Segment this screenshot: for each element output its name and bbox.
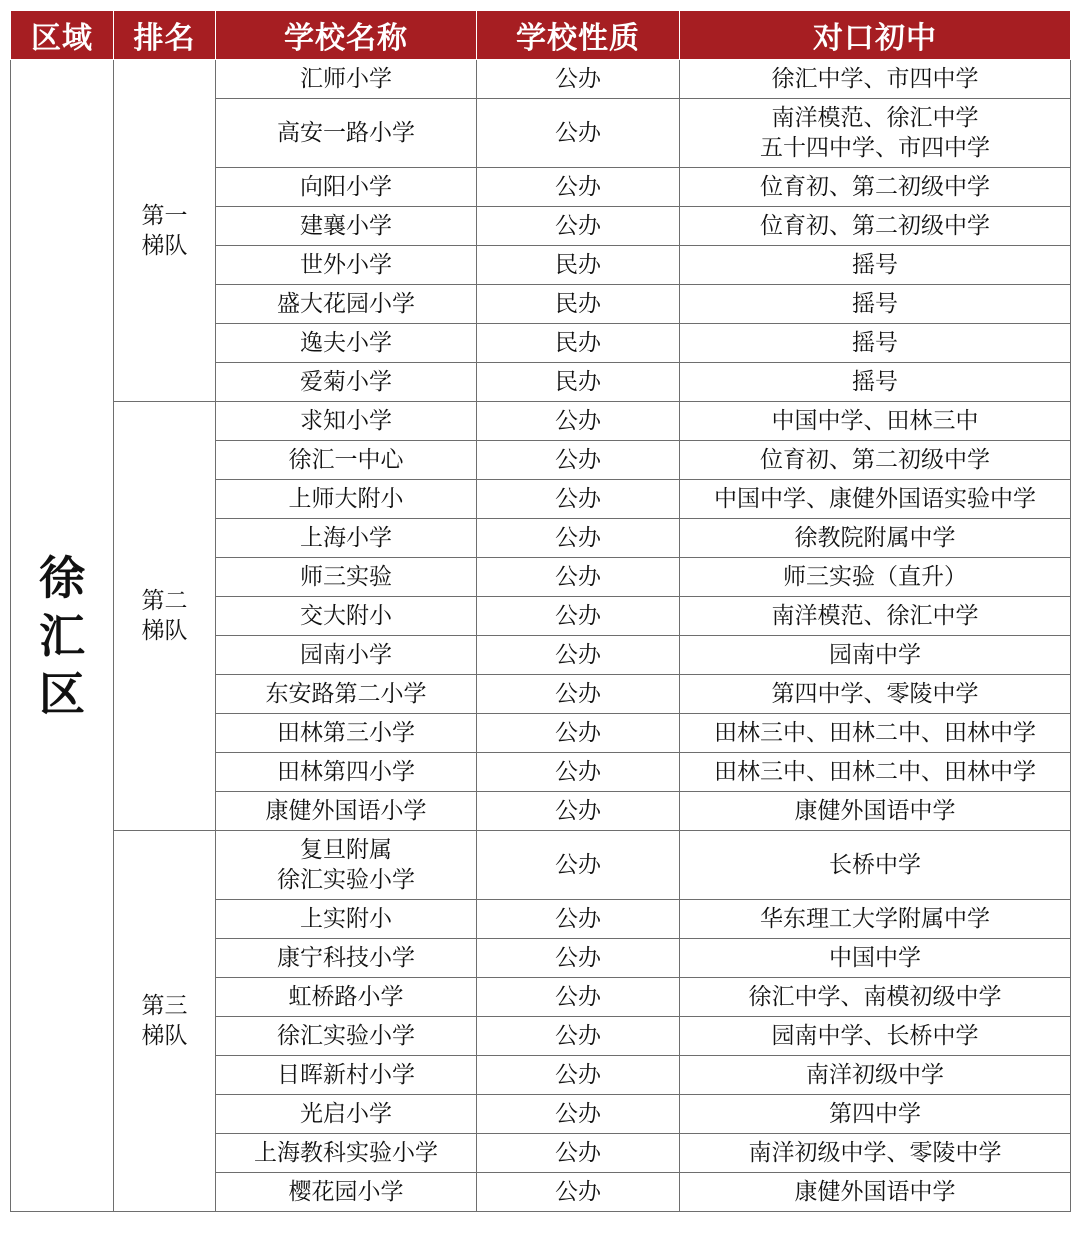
school-type-cell: 公办 <box>477 519 680 558</box>
middle-school-cell <box>680 831 1071 900</box>
middle-school-cell <box>680 519 1071 558</box>
middle-school-cell <box>680 1056 1071 1095</box>
middle-school-cell-line: 南洋模范、徐汇中学 <box>771 105 979 131</box>
middle-school-cell <box>680 1017 1071 1056</box>
middle-school-cell <box>680 558 1071 597</box>
school-name-cell <box>216 1017 477 1056</box>
school-name-cell <box>216 978 477 1017</box>
school-name-cell <box>216 168 477 207</box>
middle-school-cell <box>680 714 1071 753</box>
table-row <box>11 831 1071 900</box>
school-name-cell <box>216 1056 477 1095</box>
school-name-cell-line: 上海小学 <box>300 525 392 551</box>
school-table-container <box>10 10 1070 1212</box>
middle-school-cell-line: 摇号 <box>852 291 898 317</box>
middle-school-cell-line: 华东理工大学附属中学 <box>760 906 990 932</box>
school-type-cell: 公办 <box>477 402 680 441</box>
school-name-cell <box>216 207 477 246</box>
school-name-cell-line: 园南小学 <box>300 642 392 668</box>
school-name-cell <box>216 558 477 597</box>
school-name-cell-line: 虹桥路小学 <box>288 984 404 1010</box>
school-name-cell <box>216 363 477 402</box>
school-type-cell: 公办 <box>477 1173 680 1212</box>
header-rank: 排名 <box>114 11 216 60</box>
middle-school-cell <box>680 1095 1071 1134</box>
school-type-cell: 公办 <box>477 978 680 1017</box>
school-name-cell-line: 建襄小学 <box>300 213 392 239</box>
school-name-cell-line: 日晖新村小学 <box>277 1062 415 1088</box>
school-name-cell <box>216 792 477 831</box>
school-name-cell-line: 交大附小 <box>300 603 392 629</box>
school-name-cell <box>216 1173 477 1212</box>
school-name-cell-line: 徐汇实验小学 <box>277 867 415 893</box>
school-type-cell: 公办 <box>477 1134 680 1173</box>
school-name-cell <box>216 246 477 285</box>
middle-school-cell <box>680 402 1071 441</box>
school-name-cell <box>216 675 477 714</box>
school-name-cell-line: 世外小学 <box>300 252 392 278</box>
middle-school-cell-line: 五十四中学、市四中学 <box>760 135 990 161</box>
middle-school-cell-line: 康健外国语中学 <box>794 798 956 824</box>
middle-school-cell-line: 徐汇中学、南模初级中学 <box>748 984 1002 1010</box>
middle-school-cell-line: 第四中学、零陵中学 <box>771 681 979 707</box>
school-name-cell-line: 上实附小 <box>300 906 392 932</box>
school-name-cell-line: 师三实验 <box>300 564 392 590</box>
header-middle-school: 对口初中 <box>680 11 1071 60</box>
school-name-cell-line: 徐汇一中心 <box>288 447 404 473</box>
middle-school-cell-line: 田林三中、田林二中、田林中学 <box>714 720 1036 746</box>
middle-school-cell <box>680 441 1071 480</box>
school-type-cell: 公办 <box>477 60 680 99</box>
middle-school-cell-line: 园南中学 <box>829 642 921 668</box>
school-name-cell-line: 田林第四小学 <box>277 759 415 785</box>
middle-school-cell-line: 徐汇中学、市四中学 <box>771 66 979 92</box>
region-char: 区 <box>39 666 85 721</box>
school-type-cell: 公办 <box>477 1056 680 1095</box>
tier-cell-line: 梯队 <box>141 618 188 644</box>
header-row <box>11 11 1071 60</box>
school-name-cell-line: 光启小学 <box>300 1101 392 1127</box>
school-name-cell-line: 求知小学 <box>300 408 392 434</box>
middle-school-cell-line: 位育初、第二初级中学 <box>760 213 990 239</box>
school-type-cell: 民办 <box>477 246 680 285</box>
school-type-cell: 公办 <box>477 1095 680 1134</box>
school-name-cell <box>216 480 477 519</box>
middle-school-cell-line: 中国中学、田林三中 <box>771 408 979 434</box>
middle-school-cell-line: 中国中学 <box>829 945 921 971</box>
school-name-cell <box>216 99 477 168</box>
school-name-cell-line: 上师大附小 <box>288 486 404 512</box>
school-name-cell <box>216 285 477 324</box>
middle-school-cell-line: 徐教院附属中学 <box>794 525 956 551</box>
school-name-cell <box>216 519 477 558</box>
middle-school-cell <box>680 99 1071 168</box>
tier-cell-line: 第二 <box>141 588 188 614</box>
tier-cell <box>114 402 216 831</box>
school-type-cell: 民办 <box>477 285 680 324</box>
school-name-cell-line: 康健外国语小学 <box>265 798 427 824</box>
school-name-cell <box>216 324 477 363</box>
school-name-cell <box>216 1134 477 1173</box>
middle-school-cell <box>680 939 1071 978</box>
middle-school-cell <box>680 60 1071 99</box>
school-type-cell: 公办 <box>477 207 680 246</box>
school-name-cell-line: 爱菊小学 <box>300 369 392 395</box>
tier-cell-line: 梯队 <box>141 232 188 259</box>
school-name-cell <box>216 753 477 792</box>
middle-school-cell-line: 位育初、第二初级中学 <box>760 447 990 473</box>
table-header <box>11 11 1071 60</box>
header-school-type: 学校性质 <box>477 11 680 60</box>
school-type-cell: 公办 <box>477 831 680 900</box>
school-type-cell: 公办 <box>477 99 680 168</box>
middle-school-cell-line: 摇号 <box>852 252 898 278</box>
region-char: 汇 <box>39 608 85 663</box>
middle-school-cell <box>680 246 1071 285</box>
tier-cell-line: 梯队 <box>141 1023 188 1049</box>
school-type-cell: 公办 <box>477 480 680 519</box>
school-name-cell <box>216 1095 477 1134</box>
school-type-cell: 公办 <box>477 597 680 636</box>
school-type-cell: 公办 <box>477 558 680 597</box>
tier-cell <box>114 60 216 402</box>
middle-school-cell-line: 康健外国语中学 <box>794 1179 956 1205</box>
school-name-cell <box>216 939 477 978</box>
middle-school-cell-line: 南洋初级中学、零陵中学 <box>748 1140 1002 1166</box>
middle-school-cell <box>680 597 1071 636</box>
tier-cell-line: 第三 <box>141 993 188 1019</box>
middle-school-cell-line: 南洋初级中学 <box>806 1062 944 1088</box>
middle-school-cell-line: 师三实验（直升） <box>783 564 967 590</box>
middle-school-cell-line: 南洋模范、徐汇中学 <box>771 603 979 629</box>
middle-school-cell <box>680 1134 1071 1173</box>
school-name-cell-line: 上海教科实验小学 <box>254 1140 438 1166</box>
tier-cell <box>114 831 216 1212</box>
school-type-cell: 公办 <box>477 168 680 207</box>
tier-cell-line: 第一 <box>141 202 188 229</box>
table-row <box>11 60 1071 99</box>
school-name-cell-line: 田林第三小学 <box>277 720 415 746</box>
school-name-cell-line: 盛大花园小学 <box>277 291 415 317</box>
school-type-cell: 公办 <box>477 753 680 792</box>
header-school-name: 学校名称 <box>216 11 477 60</box>
school-type-cell: 公办 <box>477 636 680 675</box>
middle-school-cell <box>680 363 1071 402</box>
school-name-cell <box>216 597 477 636</box>
school-type-cell: 公办 <box>477 714 680 753</box>
middle-school-cell <box>680 285 1071 324</box>
region-cell <box>11 60 114 1212</box>
school-name-cell <box>216 60 477 99</box>
middle-school-cell <box>680 1173 1071 1212</box>
middle-school-cell <box>680 480 1071 519</box>
school-name-cell-line: 汇师小学 <box>300 66 392 92</box>
school-name-cell <box>216 402 477 441</box>
school-type-cell: 公办 <box>477 939 680 978</box>
region-char: 徐 <box>39 550 85 605</box>
middle-school-cell-line: 摇号 <box>852 330 898 356</box>
middle-school-cell <box>680 792 1071 831</box>
school-name-cell <box>216 714 477 753</box>
middle-school-cell <box>680 324 1071 363</box>
school-name-cell-line: 向阳小学 <box>300 174 392 200</box>
middle-school-cell <box>680 168 1071 207</box>
school-name-cell <box>216 900 477 939</box>
middle-school-cell-line: 第四中学 <box>829 1101 921 1127</box>
school-type-cell: 公办 <box>477 792 680 831</box>
school-name-cell-line: 逸夫小学 <box>300 330 392 356</box>
middle-school-cell <box>680 636 1071 675</box>
school-name-cell-line: 徐汇实验小学 <box>277 1023 415 1049</box>
middle-school-cell <box>680 900 1071 939</box>
middle-school-cell <box>680 753 1071 792</box>
middle-school-cell-line: 长桥中学 <box>829 852 921 878</box>
school-name-cell <box>216 636 477 675</box>
middle-school-cell <box>680 207 1071 246</box>
middle-school-cell-line: 田林三中、田林二中、田林中学 <box>714 759 1036 785</box>
school-type-cell: 公办 <box>477 900 680 939</box>
table-row <box>11 402 1071 441</box>
middle-school-cell <box>680 675 1071 714</box>
school-table <box>10 10 1071 1212</box>
header-region: 区域 <box>11 11 114 60</box>
school-type-cell: 公办 <box>477 441 680 480</box>
school-name-cell-line: 高安一路小学 <box>277 120 415 146</box>
middle-school-cell <box>680 978 1071 1017</box>
school-type-cell: 民办 <box>477 363 680 402</box>
school-type-cell: 民办 <box>477 324 680 363</box>
school-name-cell-line: 樱花园小学 <box>288 1179 404 1205</box>
school-name-cell-line: 复旦附属 <box>300 837 392 863</box>
middle-school-cell-line: 摇号 <box>852 369 898 395</box>
school-name-cell-line: 东安路第二小学 <box>265 681 427 707</box>
table-body <box>11 60 1071 1212</box>
school-type-cell: 公办 <box>477 675 680 714</box>
school-name-cell-line: 康宁科技小学 <box>277 945 415 971</box>
middle-school-cell-line: 园南中学、长桥中学 <box>771 1023 979 1049</box>
middle-school-cell-line: 中国中学、康健外国语实验中学 <box>714 486 1036 512</box>
middle-school-cell-line: 位育初、第二初级中学 <box>760 174 990 200</box>
school-type-cell: 公办 <box>477 1017 680 1056</box>
school-name-cell <box>216 831 477 900</box>
school-name-cell <box>216 441 477 480</box>
